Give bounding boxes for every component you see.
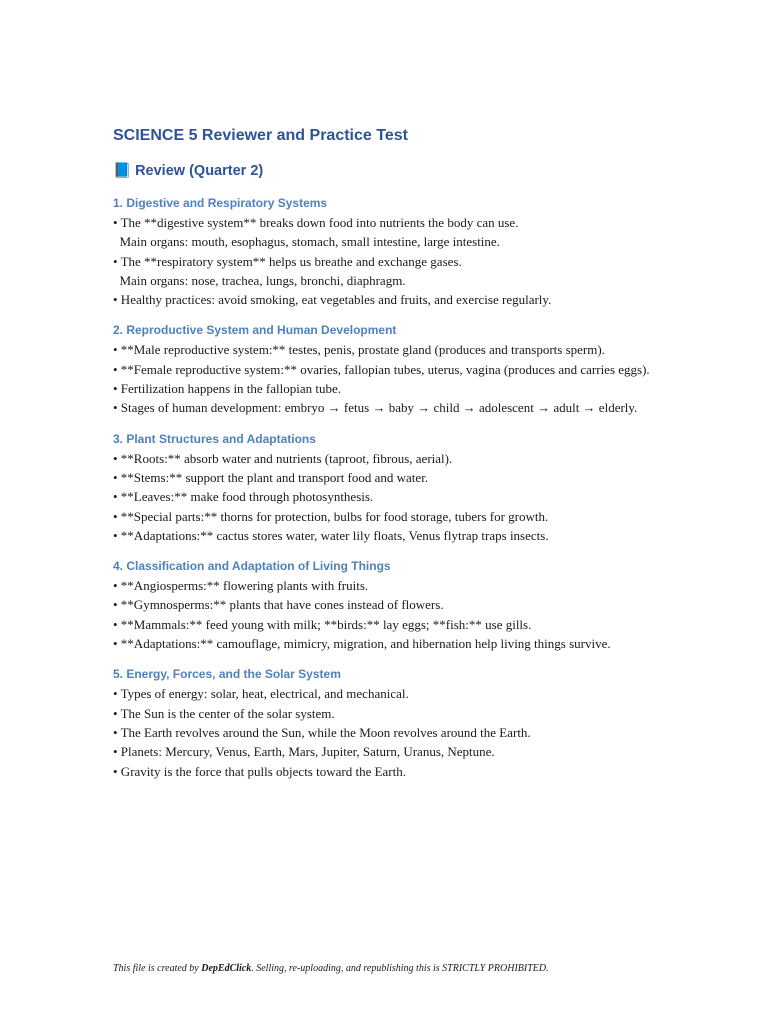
footer-brand: DepEdClick xyxy=(201,963,252,974)
bullet-line: Main organs: mouth, esophagus, stomach, small intestine, large intestine. xyxy=(113,234,500,250)
section-classification-adaptation xyxy=(113,557,653,653)
bullet-line: • The **respiratory system** helps us breathe and exchange gases. xyxy=(113,253,462,269)
section-heading: 3. Plant Structures and Adaptations xyxy=(113,431,316,446)
bullet-line: • **Male reproductive system:** testes, penis, prostate gland (produces and transports sperm). xyxy=(113,342,605,358)
bullet-line: • **Mammals:** feed young with milk; **birds:** lay eggs; **fish:** use gills. xyxy=(113,616,532,632)
bullet-line: • Types of energy: solar, heat, electrical, and mechanical. xyxy=(113,686,409,702)
bullet-line: • The **digestive system** breaks down food into nutrients the body can use. xyxy=(113,215,519,230)
bullet-line: • Planets: Mercury, Venus, Earth, Mars, Jupiter, Saturn, Uranus, Neptune. xyxy=(113,744,495,760)
bullet-line: • **Roots:** absorb water and nutrients (taproot, fibrous, aerial). xyxy=(113,450,453,466)
bullet-line: • **Adaptations:** camouflage, mimicry, migration, and hibernation help living things survive. xyxy=(113,636,611,652)
bullet-line: • The Earth revolves around the Sun, while the Moon revolves around the Earth. xyxy=(113,724,531,740)
bullet-line: • **Angiosperms:** flowering plants with fruits. xyxy=(113,578,369,594)
document-title: SCIENCE 5 Reviewer and Practice Test xyxy=(113,127,408,144)
section-heading: 5. Energy, Forces, and the Solar System xyxy=(113,667,341,682)
bullet-line: • **Stems:** support the plant and transport food and water. xyxy=(113,469,429,485)
footer-notice xyxy=(113,963,549,974)
bullet-line: • **Adaptations:** cactus stores water, water lily floats, Venus flytrap traps insects. xyxy=(113,527,549,543)
section-reproductive-development xyxy=(113,321,653,417)
section-energy-solar-system xyxy=(113,665,653,780)
review-heading: 📘 Review (Quarter 2) xyxy=(113,163,264,179)
bullet-line: • Gravity is the force that pulls objects toward the Earth. xyxy=(113,763,406,779)
bullet-line: • Stages of human development: embryo → fetus → baby → child → adolescent → adult → elderly. xyxy=(113,400,638,416)
section-heading: 4. Classification and Adaptation of Living Things xyxy=(113,559,391,574)
section-heading: 2. Reproductive System and Human Development xyxy=(113,323,397,338)
bullet-line: • **Gymnosperms:** plants that have cones instead of flowers. xyxy=(113,597,444,613)
document-content xyxy=(113,124,653,781)
footer-prefix: This file is created by xyxy=(113,963,202,974)
bullet-line: • **Female reproductive system:** ovaries, fallopian tubes, uterus, vagina (produces and carries eggs). xyxy=(113,361,650,377)
bullet-line: • The Sun is the center of the solar system. xyxy=(113,705,335,721)
section-digestive-respiratory xyxy=(113,194,653,309)
bullet-line: Main organs: nose, trachea, lungs, bronchi, diaphragm. xyxy=(113,272,406,288)
section-plant-structures xyxy=(113,430,653,545)
section-heading: 1. Digestive and Respiratory Systems xyxy=(113,196,328,210)
bullet-line: • **Special parts:** thorns for protection, bulbs for food storage, tubers for growth. xyxy=(113,508,549,524)
bullet-line: • **Leaves:** make food through photosynthesis. xyxy=(113,489,374,505)
bullet-line: • Healthy practices: avoid smoking, eat vegetables and fruits, and exercise regularly. xyxy=(113,292,552,308)
footer-suffix: . Selling, re-uploading, and republishing this is STRICTLY PROHIBITED. xyxy=(251,963,549,974)
bullet-line: • Fertilization happens in the fallopian tube. xyxy=(113,381,342,397)
